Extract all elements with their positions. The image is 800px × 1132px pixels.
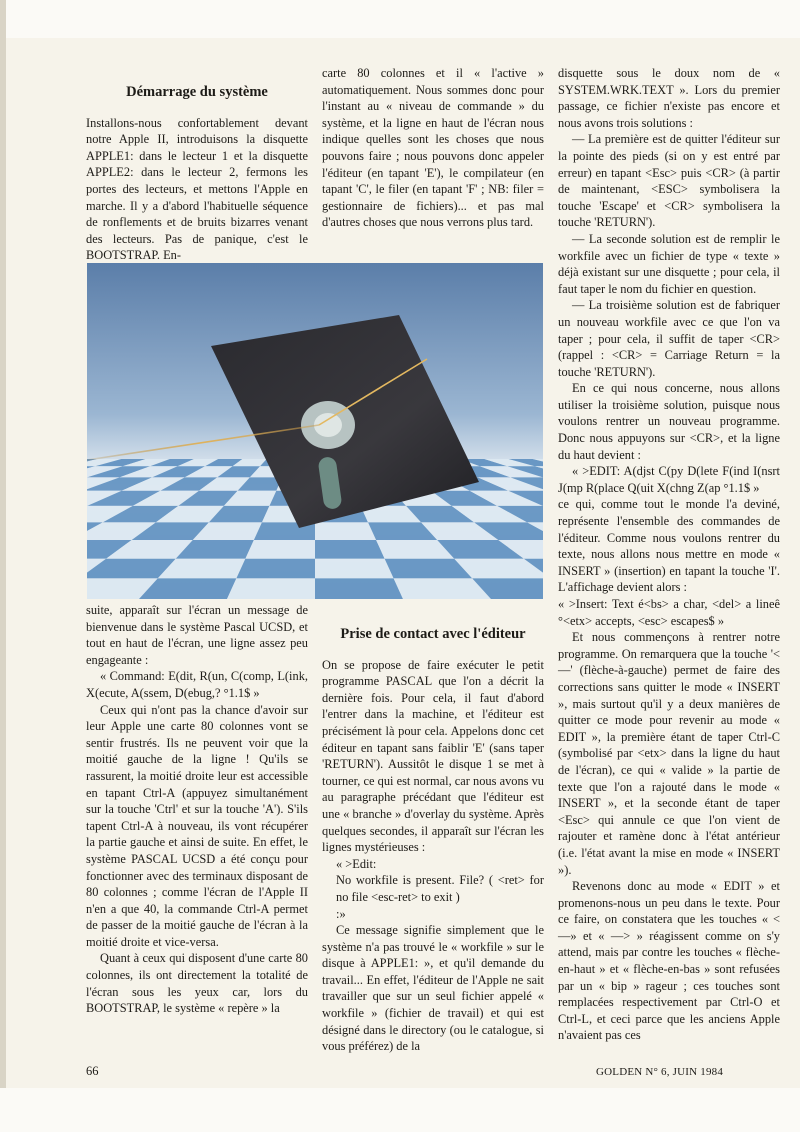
floor-tile xyxy=(236,559,315,579)
column-2-bottom xyxy=(322,626,544,1055)
floor-tile xyxy=(315,578,403,599)
page-bottom-margin xyxy=(0,1088,800,1132)
column-1-top xyxy=(86,84,308,264)
paragraph: On se propose de faire exécuter le petit programme PASCAL que l'on a décrit la dernière fois. Pour cela, il faut d'abord l'entrer dans la machine, et l'éditeur est précisément là pour cela. Appelons donc cet éditeur en tapant sans faiblir 'E' (sans taper 'RETURN'). Aussitôt le disque 1 se met à tourner, ce qui est normal, car nous avons vu au paragraphe précédant que l'éditeur est une « branche » d'overlay du système. Après quelques secondes, il apparaît sur l'écran les lignes mystérieuses : xyxy=(322,657,544,855)
paragraph: — La troisième solution est de fabriquer un nouveau workfile avec ce que l'on va taper ; pour cela, il suffit de taper <CR> (rappel : <CR> = Carriage Return = la touche 'RETURN'). xyxy=(558,298,780,379)
floor-tile xyxy=(245,540,315,559)
paragraph: — La première est de quitter l'éditeur sur la pointe des pieds (si on y est entré par erreur) en tapant <Esc> puis <CR> (à partir de maintenant, <ESC> symbolisera la touche 'Escape' et <CR> symbolisera la touche 'RETURN'). xyxy=(558,132,780,230)
column-2-bottom-body xyxy=(322,657,544,1055)
paragraph: Et nous commençons à rentrer notre programme. On remarquera que la touche '<—' (flèche-à-gauche) permet de faire des corrections sans quitter le mode « INSERT », mais surtout qu'il y a deux manières de quitter ce mode pour revenir au mode « EDIT », la première étant de taper Ctrl-C (symbolisé par <etx> dans la ligne du haut de l'écran), ce qui « valide » la partie de texte que l'on a rajouté dans le mode « INSERT », et la seconde étant de taper <Esc> qui annule ce que l'on vient de rajouter et ramène donc à l'état antérieur (i.e. l'état avant la mise en mode « INSERT »). xyxy=(558,630,780,877)
paragraph: carte 80 colonnes et il « l'active » automatiquement. Nous sommes donc pour l'instant au « niveau de commande » du système, et la ligne en haut de l'écran nous indique quelles sont les choses que nous pouvons faire ; nous pouvons donc appeler l'éditeur (en tapant 'E'), le compilateur (en tapant 'C', le filer (en tapant 'F' ; NB: filer = gestionnaire de fichiers)... et pas mal d'autres choses que nous verrons plus tard. xyxy=(322,66,544,230)
section-heading-demarrage: Démarrage du système xyxy=(126,84,268,100)
paragraph: « >Insert: Text é<bs> a char, <del> a lineê °<etx> accepts, <esc> escapes$ » xyxy=(558,597,780,628)
issue-info: GOLDEN N° 6, JUIN 1984 xyxy=(596,1066,724,1078)
paragraph: Ceux qui n'ont pas la chance d'avoir sur leur Apple une carte 80 colonnes vont se sentir frustrés. Ils ne peuvent voir que la moitié gauche de la ligne ! Qu'ils se rassurent, la moitié droite leur est accessible en tapant Ctrl-A (appuyez simultanément sur la touche 'Ctrl' et sur la touche 'A'). S'ils tapent Ctrl-A à nouveau, ils vont récupérer la partie gauche et ainsi de suite. En effet, le système PASCAL UCSD a été conçu pour fonctionner avec des terminaux disposant de 80 colonnes ; comme l'écran de l'Apple II n'en a que 40, la commande Ctrl-A permet de passer de la moitié gauche de l'écran à la moitié droite et vice-versa. xyxy=(86,702,308,949)
page-number: 66 xyxy=(86,1064,99,1078)
paragraph: :» xyxy=(336,906,346,921)
paragraph: No workfile is present. File? ( <ret> for no file <esc-ret> to exit ) xyxy=(336,873,544,904)
paragraph: Installons-nous confortablement devant notre Apple II, introduisons la disquette APPLE1: dans le lecteur 1 et la disquette APPLE2: dans le lecteur 2, fermons les portes des lecteurs, et mettons l'Apple en marche. Il y a d'abord l'habituelle séquence de ronflements et de bruits bizarres venant des lecteurs. Pas de panique, c'est le BOOTSTRAP. En- xyxy=(86,115,308,263)
paragraph: En ce qui nous concerne, nous allons utiliser la troisième solution, puisque nous voulons rentrer un nouveau programme. Donc nous appuyons sur <CR>, et la ligne du haut devient : xyxy=(558,381,780,462)
column-1-bottom xyxy=(86,602,308,1017)
paragraph: Ce message signifie simplement que le système n'a pas trouvé le « workfile » sur le disque à APPLE1: », et qu'il demande du travail... En effet, l'éditeur de l'Apple ne sait travailler que sur un seul fichier appelé « workfile » (fichier de travail) et qui est désigné dans le directory (ou le catalogue, si vous préférez) de la xyxy=(322,923,544,1054)
floor-tile xyxy=(315,559,394,579)
paragraph: « >Edit: xyxy=(336,856,377,871)
paragraph: disquette sous le doux nom de « SYSTEM.WRK.TEXT ». Lors du premier passage, ce fichier n'existe pas encore et nous avons trois solutions : xyxy=(558,66,780,130)
floor-tile xyxy=(315,522,376,540)
paragraph: « >EDIT: A(djst C(py D(lete F(ind I(nsrt J(mp R(place Q(uit X(chng Z(ap °1.1$ » xyxy=(558,464,780,495)
page-binding-edge xyxy=(0,0,6,1132)
floor-tile xyxy=(227,578,315,599)
paragraph: ce qui, comme tout le monde l'a deviné, représente l'ensemble des commandes de l'éditeur. Comme nous voulons rentrer du texte, nous allons nous mettre en mode « INSERT » (insertion) en tapant la touche 'I'. L'affichage devient alors : xyxy=(558,497,780,595)
paragraph: Revenons donc au mode « EDIT » et promenons-nous un peu dans le texte. Pour ce faire, on constatera que les touches « <—» et « —> » réagissent comme on s'y attend, mais par contre les touches « flèche-en-haut » et « flèche-en-bas » sont refusées par un « bip » rageur ; ces touches sont remplacées respectivement par Ctrl-O et Ctrl-L, et ceci parce que les anciens Apple n'avaient pas ces xyxy=(558,879,780,1043)
paragraph: Quant à ceux qui disposent d'une carte 80 colonnes, ils ont directement la totalité de l'écran sous les yeux car, lors du BOOTSTRAP, le système « repère » la xyxy=(86,951,308,1016)
section-heading-prise: Prise de contact avec l'éditeur xyxy=(340,626,526,642)
paragraph: « Command: E(dit, R(un, C(comp, L(ink, X(ecute, A(ssem, D(ebug,? °1.1$ » xyxy=(86,669,308,700)
floppy-disk-illustration xyxy=(87,263,543,599)
page-top-margin xyxy=(0,0,800,38)
column-2-top xyxy=(322,65,544,231)
column-3 xyxy=(558,65,780,1044)
floor-tile xyxy=(315,540,385,559)
paragraph: suite, apparaît sur l'écran un message de bienvenue dans le système Pascal UCSD, et tout en haut de l'écran, une ligne assez peu engageante : xyxy=(86,603,308,667)
paragraph: — La seconde solution est de remplir le workfile avec un fichier de type « texte » déjà existant sur une disquette ; pour cela, il faut taper le nom du fichier en question. xyxy=(558,231,780,296)
